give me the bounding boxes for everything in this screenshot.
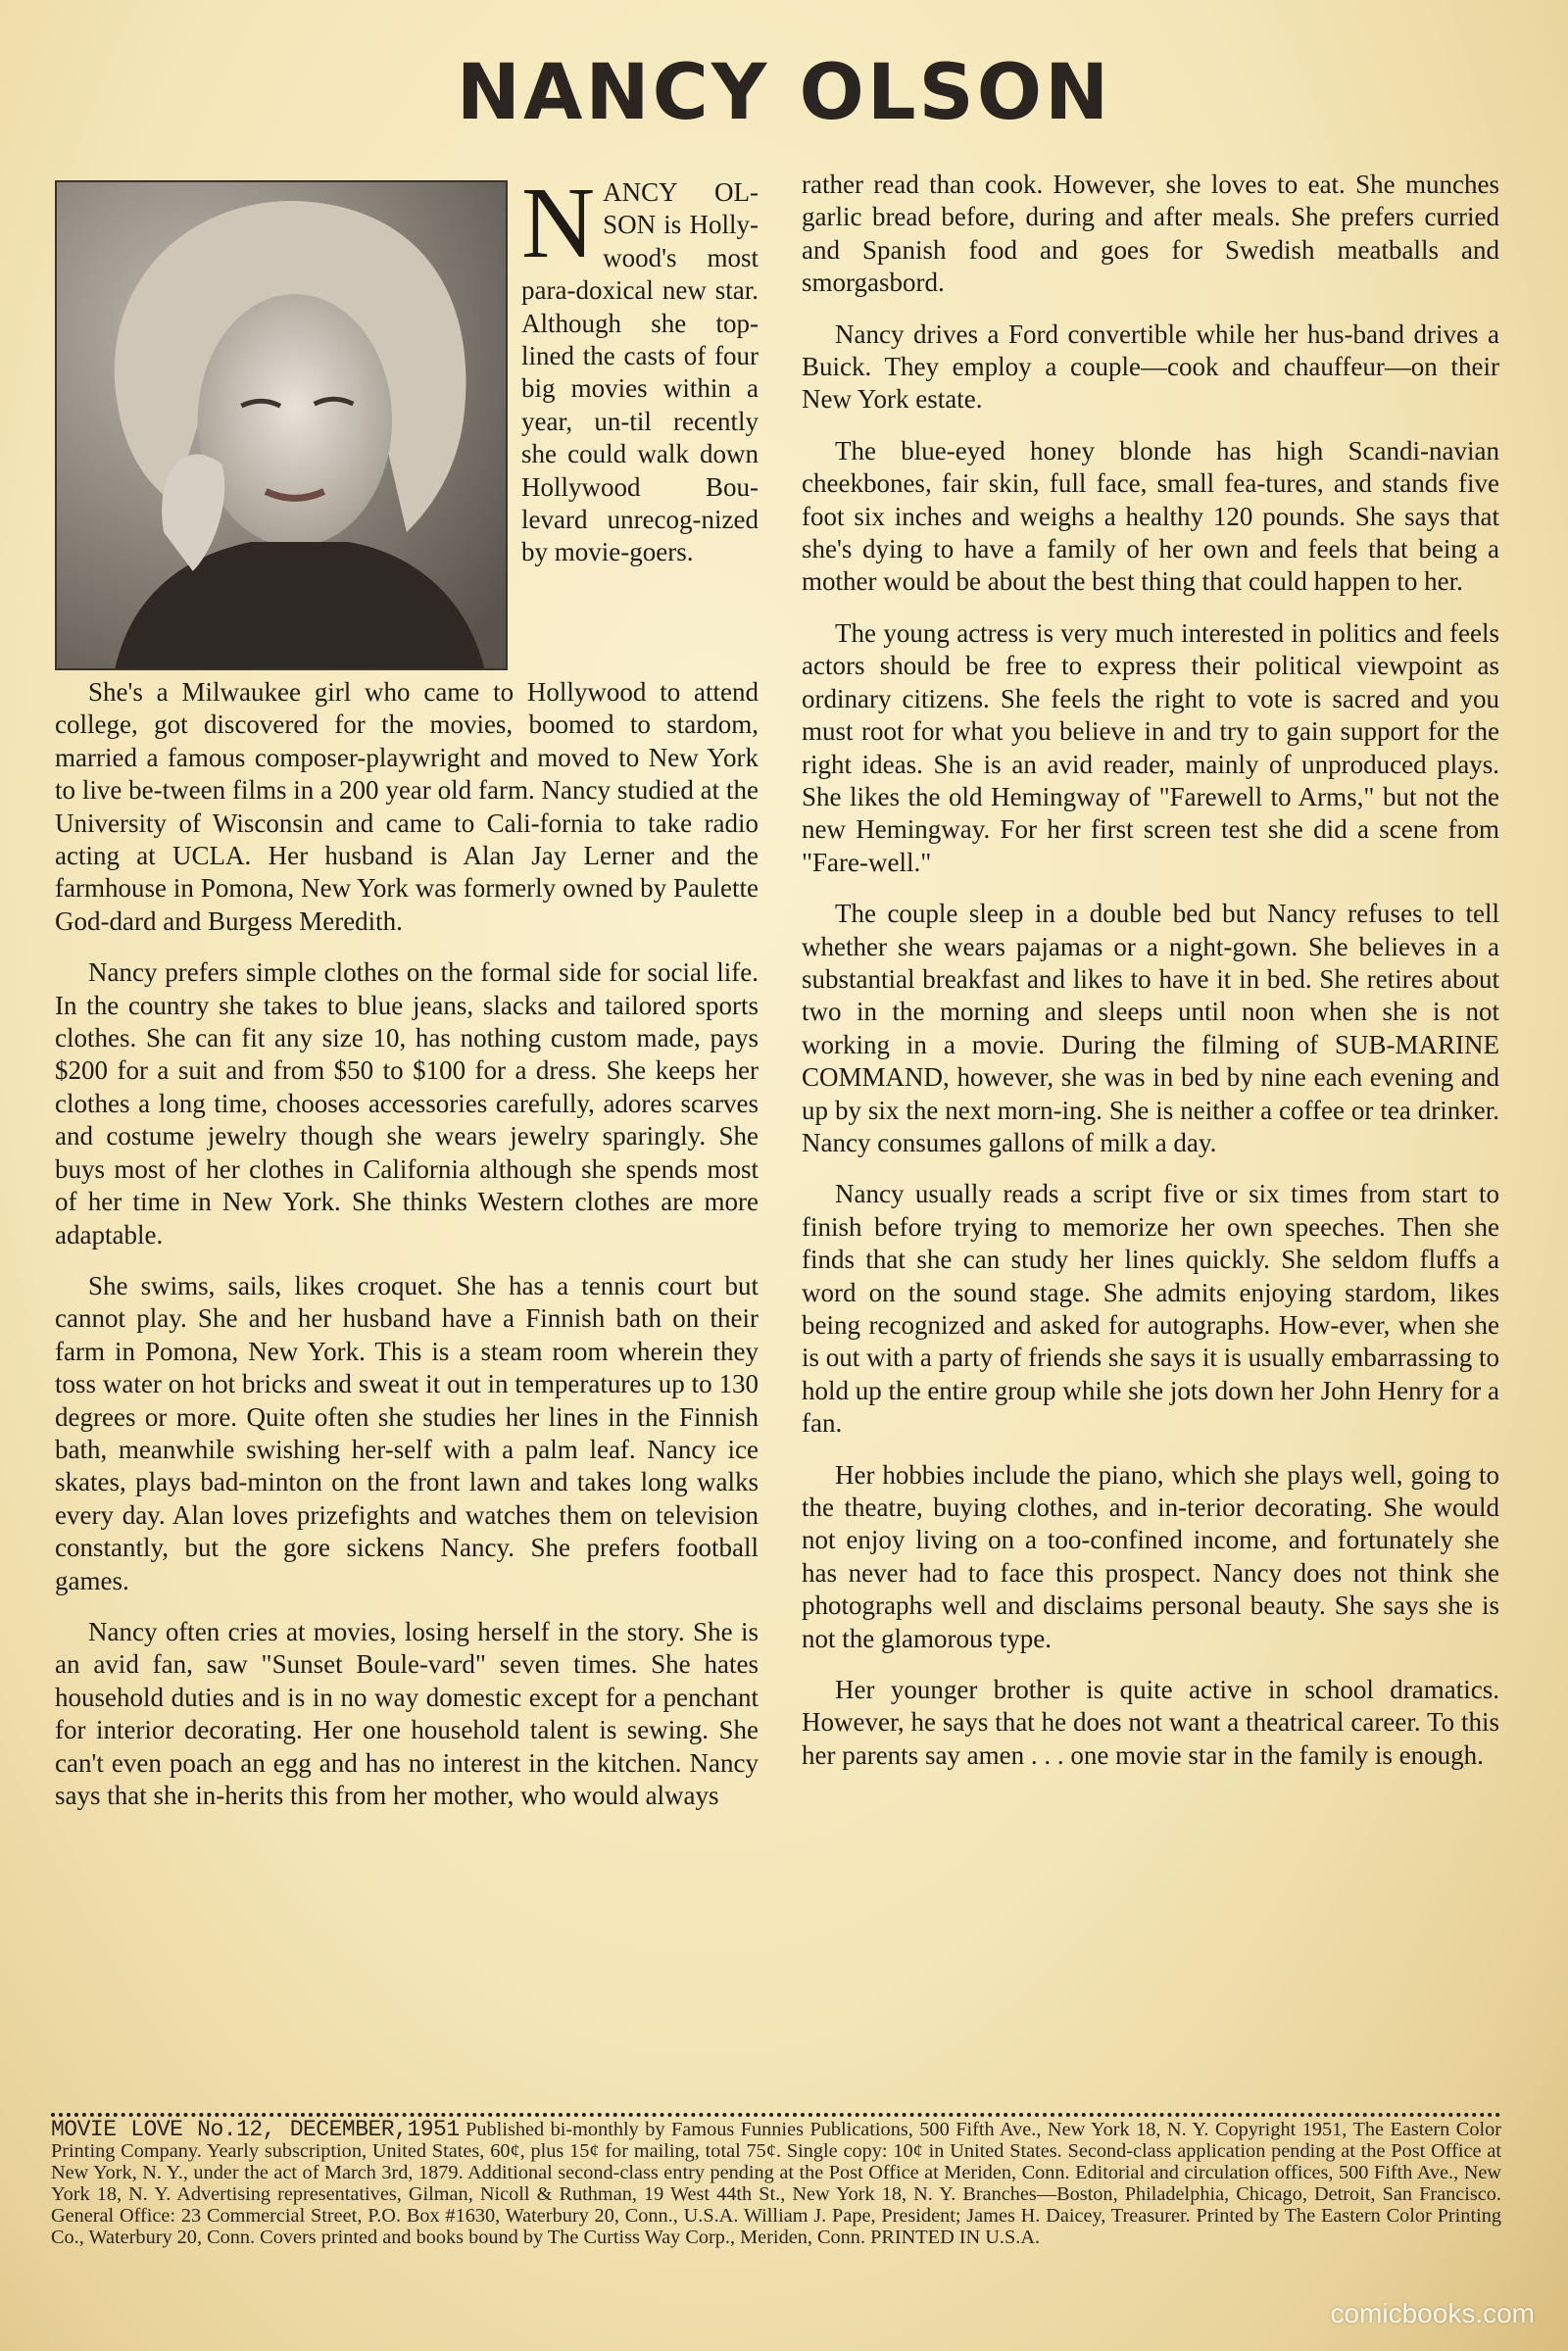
paragraph: Nancy prefers simple clothes on the formal side for social life. In the country she takes to blue jeans, slacks and tailored sports clothes. She can fit any size 10, has nothing custom made, pays $200 for a suit and from $50 to $100 for a dress. She keeps her clothes a long time, chooses accessories carefully, adores scarves and costume jewelry though she wears jewelry sparingly. She buys most of her clothes in California although she spends most of her time in New York. She thinks Western clothes are more adaptable. — [55, 957, 759, 1249]
intro-text: ANCY OL-SON is Holly-wood's most para-doxical new star. Although she top-lined the casts of four big movies within a year, un-til recently she could walk down Hollywood Bou-levard unrecog-nized by movie-goers. — [521, 177, 759, 567]
paragraph: She's a Milwaukee girl who came to Hollywood to attend college, got discovered for the movies, boomed to stardom, married a famous composer-playwright and moved to New York to live be-tween films in a 200 year old farm. Nancy studied at the University of Wisconsin and came to Cali-fornia to take radio acting at UCLA. Her husband is Alan Jay Lerner and the farmhouse in Pomona, New York was formerly owned by Paulette God-dard and Burgess Meredith. — [55, 677, 759, 936]
paragraph: The young actress is very much interested in politics and feels actors should be free to express their political viewpoint as ordinary citizens. She feels the right to vote is sacred and you must root for what you believe in and try to gain support for the right ideas. She is an avid reader, mainly of unproduced plays. She likes the old Hemingway of "Farewell to Arms," but not the new Hemingway. For her first screen test she did a scene from "Fare-well." — [802, 617, 1499, 877]
watermark: comicbooks.com — [1330, 2298, 1535, 2328]
paragraph: Nancy often cries at movies, losing herself in the story. She is an avid fan, saw "Sunset Boule-vard" seven times. She hates household duties and is in no way domestic except for a penchant for interior decorating. Her one household talent is sewing. She can't even poach an egg and has no interest in the kitchen. Nancy says that she in-herits this from her mother, who would always — [55, 1616, 759, 1810]
paragraph: Nancy usually reads a script five or six times from start to finish before trying to memorize her own speeches. Then she finds that she can study her lines quickly. She seldom fluffs a word on the sound stage. She admits enjoying stardom, likes being recognized and asked for autographs. How-ever, when she is out with a party of friends she says it is usually embarrassing to hold up the entire group while she jots down her John Henry for a fan. — [802, 1179, 1499, 1439]
left-column — [55, 167, 759, 1831]
article-title: NANCY OLSON — [456, 49, 1112, 137]
paragraph: Her younger brother is quite active in school dramatics. However, he says that he does not want a theatrical career. To this her parents say amen . . . one movie star in the family is enough. — [802, 1675, 1499, 1770]
paragraph: Her hobbies include the piano, which she plays well, going to the theatre, buying clothes, and in-terior decorating. She would not enjoy living on a too-confined income, and fortunately she has never had to face this prospect. Nancy does not think she photographs well and disclaims personal beauty. She says she is not the glamorous type. — [802, 1459, 1499, 1653]
paragraph: The blue-eyed honey blonde has high Scandi-navian cheekbones, fair skin, full face, small fea-tures, and stands five foot six inches and weighs a healthy 120 pounds. She says that she's dying to have a family of her own and feels that being a mother would be about the best thing that could happen to her. — [802, 435, 1499, 597]
paragraph: rather read than cook. However, she loves to eat. She munches garlic bread before, during and after meals. She prefers curried and Spanish food and goes for Swedish meatballs and smorgasbord. — [802, 170, 1499, 298]
publication-indicia — [51, 2119, 1501, 2248]
portrait-photo — [55, 180, 508, 670]
indicia-text: Published bi-monthly by Famous Funnies Publications, 500 Fifth Ave., New York 18, N. Y. Copyright 1951, The Eastern Color Printing Company. Yearly subscription, United States, 60¢, plus 15¢ for mailing, total 75¢. Single copy: 10¢ in United States. Second-class application pending at the Post Office at New York, N. Y., under the act of March 3rd, 1879. Additional second-class entry pending at the Post Office at Meriden, Conn. Editorial and circulation offices, 500 Fifth Ave., New York 18, N. Y. Advertising representatives, Gilman, Nicoll & Ruthman, 19 West 44th St., New York 18, N. Y. Branches—Boston, Philadelphia, Chicago, Detroit, San Francisco. General Office: 23 Commercial Street, P.O. Box #1630, Waterbury 20, Conn., U.S.A. William J. Pape, President; James H. Daicey, Treasurer. Printed by The Eastern Color Printing Co., Waterbury 20, Conn. Covers printed and books bound by The Curtiss Way Corp., Meriden, Conn. PRINTED IN U.S.A. — [51, 2119, 1501, 2248]
right-column — [802, 169, 1499, 1790]
paragraph: She swims, sails, likes croquet. She has a tennis court but cannot play. She and her husband have a Finnish bath on their farm in Pomona, New York. This is a steam room wherein they toss water on hot bricks and sweat it out in temperatures up to 130 degrees or more. Quite often she studies her lines in the Finnish bath, meanwhile swishing her-self with a palm leaf. Nancy ice skates, plays bad-minton on the front lawn and takes long walks every day. Alan loves prizefights and watches them on television constantly, but the gore sickens Nancy. She prefers football games. — [55, 1270, 759, 1595]
portrait-icon — [57, 182, 506, 668]
paragraph: The couple sleep in a double bed but Nancy refuses to tell whether she wears pajamas or a night-gown. She believes in a substantial breakfast and likes to have it in bed. She retires about two in the morning and sleeps until noon when she is not working in a movie. During the filming of SUB-MARINE COMMAND, however, she was in bed by nine each evening and up by six the next morn-ing. She is neither a coffee or tea drinker. Nancy consumes gallons of milk a day. — [802, 899, 1499, 1157]
masthead: MOVIE LOVE No.12, DECEMBER,1951 — [51, 2117, 460, 2142]
paragraph: Nancy drives a Ford convertible while her hus-band drives a Buick. They employ a couple—cook and chauffeur—on their New York estate. — [802, 318, 1499, 415]
drop-cap: N — [521, 167, 596, 279]
